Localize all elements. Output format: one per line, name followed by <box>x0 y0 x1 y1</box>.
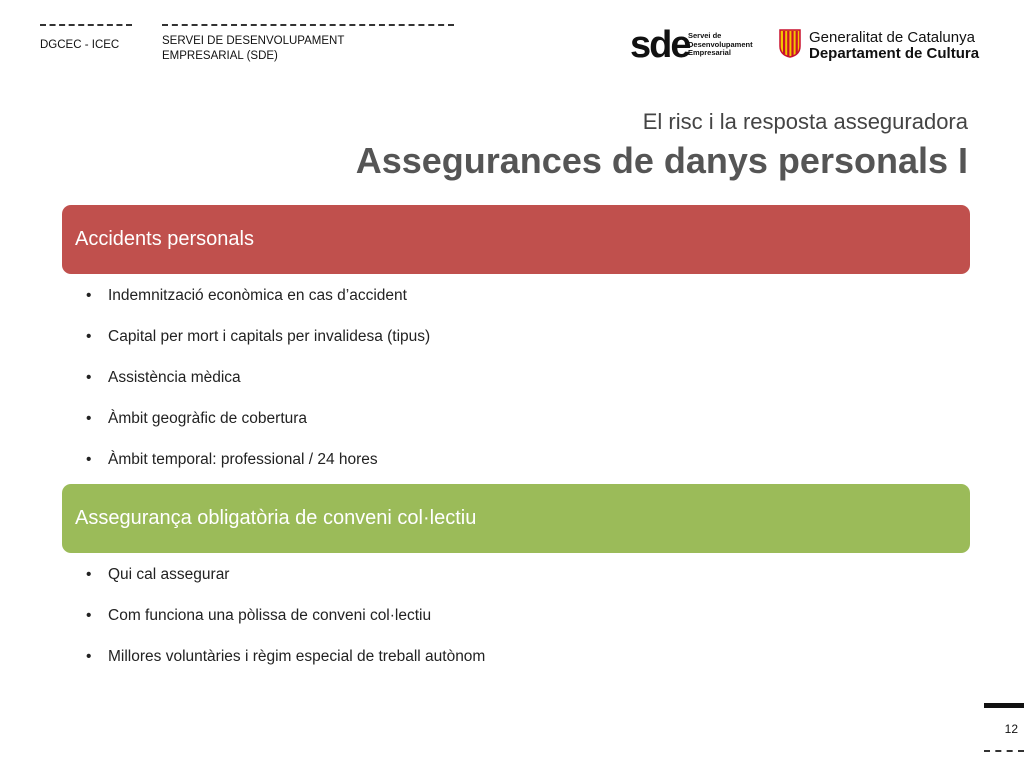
bullet-icon: • <box>86 410 92 427</box>
footer-divider <box>984 750 1024 752</box>
list-item-text: Millores voluntàries i règim especial de treball autònom <box>108 648 486 665</box>
sde-logo-line3: Empresarial <box>688 48 731 57</box>
bullet-icon: • <box>86 369 92 386</box>
generalitat-logo <box>778 28 988 62</box>
four-bars-emblem-icon <box>778 28 802 58</box>
list-item-text: Àmbit temporal: professional / 24 hores <box>108 451 378 468</box>
sde-logo <box>630 26 760 66</box>
list-item-text: Indemnització econòmica en cas d’accident <box>108 287 407 304</box>
header-org-left: DGCEC - ICEC <box>40 39 120 51</box>
list-item <box>86 369 430 410</box>
generalitat-name: Generalitat de Catalunya <box>809 29 975 46</box>
slide-title: Assegurances de danys personals I <box>355 140 968 181</box>
bullet-icon: • <box>86 451 92 468</box>
list-item <box>86 328 430 369</box>
list-item <box>86 410 430 451</box>
bullet-icon: • <box>86 607 92 624</box>
slide-subtitle: El risc i la resposta asseguradora <box>642 109 968 134</box>
sde-logo-line2: Desenvolupament <box>688 39 753 49</box>
bullet-icon: • <box>86 287 92 304</box>
list-item <box>86 607 485 648</box>
bullet-icon: • <box>86 328 92 345</box>
list-item-text: Qui cal assegurar <box>108 566 230 583</box>
sde-logo-line1: Servei de <box>688 31 722 40</box>
header-org-right-line1: SERVEI DE DESENVOLUPAMENT <box>162 35 345 47</box>
list-item-text: Com funciona una pòlissa de conveni col·lectiu <box>108 607 432 624</box>
bullet-icon: • <box>86 648 92 665</box>
bullet-list-conveni <box>86 566 485 689</box>
header-divider-left <box>40 24 132 26</box>
page-number-bar <box>984 703 1024 708</box>
list-item <box>86 648 485 689</box>
section-heading: Assegurança obligatòria de conveni col·lectiu <box>75 507 477 529</box>
header-divider-right <box>162 24 454 26</box>
page-number: 12 <box>1004 722 1018 736</box>
list-item-text: Assistència mèdica <box>108 369 241 386</box>
list-item-text: Àmbit geogràfic de cobertura <box>108 410 308 427</box>
header-org-right <box>162 34 344 64</box>
bullet-list-accidents <box>86 287 430 492</box>
header-org-right-line2: EMPRESARIAL (SDE) <box>162 50 278 62</box>
section-banner-conveni <box>62 484 970 553</box>
sde-logo-mark: sde <box>630 24 690 66</box>
bullet-icon: • <box>86 566 92 583</box>
list-item-text: Capital per mort i capitals per invalidesa (tipus) <box>108 328 431 345</box>
list-item <box>86 566 485 607</box>
section-banner-accidents <box>62 205 970 274</box>
department-name: Departament de Cultura <box>809 45 980 62</box>
sde-logo-text <box>688 32 753 58</box>
list-item <box>86 287 430 328</box>
section-heading: Accidents personals <box>75 228 254 250</box>
